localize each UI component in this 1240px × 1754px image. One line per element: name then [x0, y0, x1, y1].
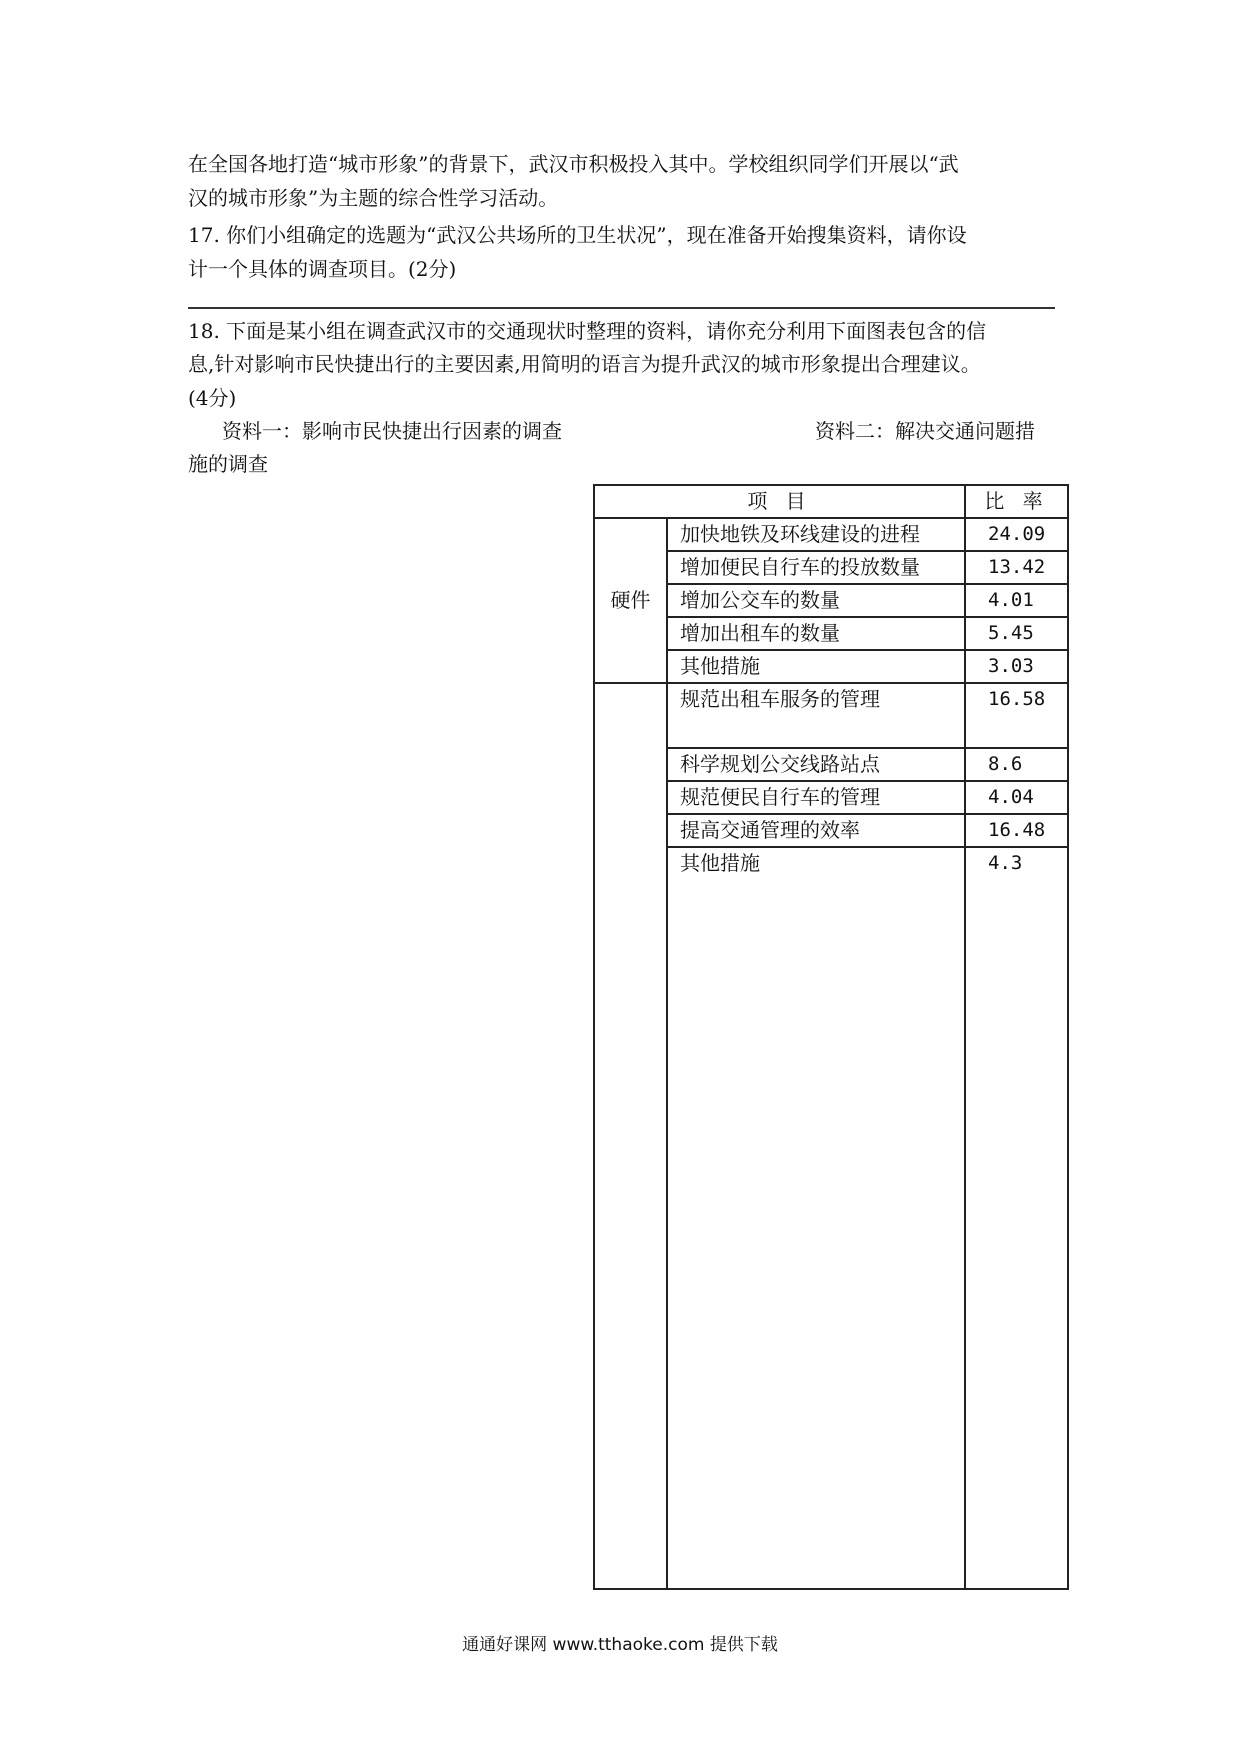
material-1-title: 资料一：影响市民快捷出行因素的调查 [222, 419, 562, 443]
row-item: 提高交通管理的效率 [667, 814, 965, 847]
question-17-line-1: 17. 你们小组确定的选题为“武汉公共场所的卫生状况”，现在准备开始搜集资料，请你设 [188, 223, 967, 247]
row-item: 其他措施 [667, 847, 965, 1589]
row-item: 科学规划公交线路站点 [667, 748, 965, 781]
row-item: 规范出租车服务的管理 [667, 683, 965, 748]
row-rate: 4.3 [965, 847, 1068, 1589]
question-18-line-2: 息,针对影响市民快捷出行的主要因素,用简明的语言为提升武汉的城市形象提出合理建议。 [188, 352, 981, 376]
row-rate: 16.58 [965, 683, 1068, 748]
row-item: 规范便民自行车的管理 [667, 781, 965, 814]
row-item: 其他措施 [667, 650, 965, 683]
row-item: 增加公交车的数量 [667, 584, 965, 617]
group-label-hardware: 硬件 [594, 518, 667, 683]
row-rate: 4.04 [965, 781, 1068, 814]
row-item: 增加出租车的数量 [667, 617, 965, 650]
row-rate: 13.42 [965, 551, 1068, 584]
measures-table [593, 484, 1069, 1590]
page-footer: 通通好课网 www.tthaoke.com 提供下载 [462, 1635, 778, 1655]
row-rate: 16.48 [965, 814, 1068, 847]
header-item: 项 目 [594, 485, 965, 518]
header-rate: 比 率 [965, 485, 1068, 518]
row-item: 加快地铁及环线建设的进程 [667, 518, 965, 551]
row-rate: 24.09 [965, 518, 1068, 551]
intro-line-1: 在全国各地打造“城市形象”的背景下，武汉市积极投入其中。学校组织同学们开展以“武 [188, 152, 959, 176]
answer-line [188, 307, 1055, 309]
question-17-line-2: 计一个具体的调查项目。(2分) [188, 257, 457, 281]
intro-line-2: 汉的城市形象”为主题的综合性学习活动。 [188, 186, 559, 210]
row-rate: 4.01 [965, 584, 1068, 617]
question-18-line-1: 18. 下面是某小组在调查武汉市的交通现状时整理的资料，请你充分利用下面图表包含的信 [188, 319, 987, 343]
row-rate: 8.6 [965, 748, 1068, 781]
group-label-software [594, 683, 667, 1589]
table-row [594, 518, 1068, 551]
table-row [594, 683, 1068, 748]
row-item: 增加便民自行车的投放数量 [667, 551, 965, 584]
material-2-title-cont: 施的调查 [188, 452, 268, 476]
question-18-line-3: (4分) [188, 386, 237, 410]
material-2-title: 资料二：解决交通问题措 [815, 419, 1035, 443]
table-header-row [594, 485, 1068, 518]
row-rate: 5.45 [965, 617, 1068, 650]
row-rate: 3.03 [965, 650, 1068, 683]
